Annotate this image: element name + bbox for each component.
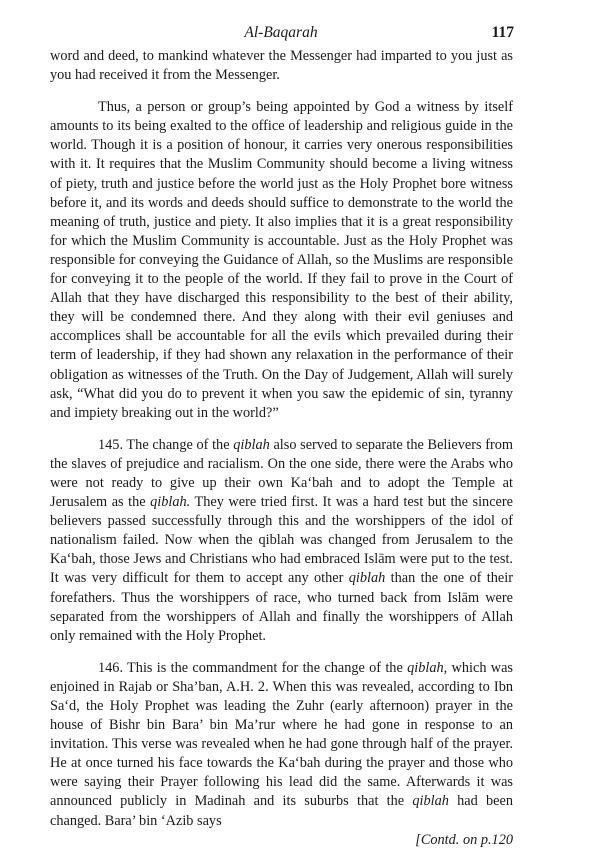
- text-segment: 145. The change of the: [98, 436, 234, 453]
- italic-term: qiblah,: [407, 659, 448, 676]
- note-145: [50, 436, 513, 646]
- running-head: [50, 24, 512, 44]
- text-segment: also served to separate the Believers from the slaves of prejudice and racialism. On the one side, there were the Arabs who were not ready to give up their own Ka‘bah and to adopt the Temple at Jerusalem as the: [50, 436, 514, 511]
- italic-term: qiblah.: [150, 494, 191, 511]
- paragraph-continuation: [50, 47, 513, 85]
- text-segment: than the one of their forefathers. Thus the worshippers of race, who turned back from Islām were separated from the worshippers of Allah and finally the worshippers of Allah only remained with the Holy Prophet.: [50, 570, 513, 644]
- text-segment: 146. This is the commandment for the change of the: [98, 659, 408, 676]
- text-segment: They were tried first. It was a hard test but the sincere believers passed successfully through this and the worshippers of the idol of nationalism failed. Now when the qiblah was changed from Jerusalem to the Ka‘bah, those Jews and Christians who had embraced Islām were put to the test. It was very difficult for them to accept any other: [50, 494, 513, 587]
- body-text: [50, 47, 513, 850]
- text-segment: Thus, a person or group’s being appointed by God a witness by itself amounts to its being exalted to the office of leadership and religious guide in the world. Though it is a position of honour, it carries very onerous responsibilities with it. It requires that the Muslim Community should become a living witness of piety, truth and justice before the world just as the Holy Prophet bore witness before it, and its words and deeds should suffice to demonstrate to the world the meaning of truth, justice and piety. It also implies that it is a great responsibility for which the Muslim Community is accountable. Just as the Holy Prophet was responsible for conveying the Guidance of Allah, so the Muslims are responsible for conveying it to the people of the world. If they fail to prove in the Court of Allah that they have discharged this responsibility to the best of their ability, they will be condemned there. And they along with their evil geniuses and accomplices shall be accountable for all the evils which prevailed during their term of leadership, if they had shown any relaxation in the performance of their obligation as witnesses of the Truth. On the Day of Judgement, Allah will surely ask, “What did you do to prevent it when you saw the epidemic of sin, tyranny and impiety breaking out in the world?”: [50, 99, 513, 421]
- italic-term: qiblah: [412, 793, 449, 810]
- text-segment: word and deed, to mankind whatever the Messenger had imparted to you just as you had received it from the Messenger.: [50, 48, 513, 84]
- italic-term: qiblah: [348, 570, 386, 587]
- note-146: [50, 659, 513, 831]
- paragraph-thus: [50, 98, 513, 423]
- continued-note: [Contd. on p.120: [415, 831, 513, 848]
- text-segment: which was enjoined in Rajab or Sha’ban, A.H. 2. When this was revealed, according to Ibn Sa‘d, the Holy Prophet was leading the Zuhr (early afternoon) prayer in the house of Bishr bin Bara’ bin Ma’rur where he had gone in response to an invitation. This verse was revealed when he had gone through half of the prayer. He at once turned his face towards the Ka‘bah during the prayer and those who were saying their Prayer following his lead did the same. Afterwards it was announced publicly in Madinah and its suburbs that the: [50, 659, 513, 810]
- page-number: 117: [491, 24, 514, 41]
- text-segment: had been changed. Bara’ bin ‘Azib says: [50, 793, 514, 829]
- running-title: Al-Baqarah: [244, 24, 318, 41]
- italic-term: qiblah: [233, 436, 270, 453]
